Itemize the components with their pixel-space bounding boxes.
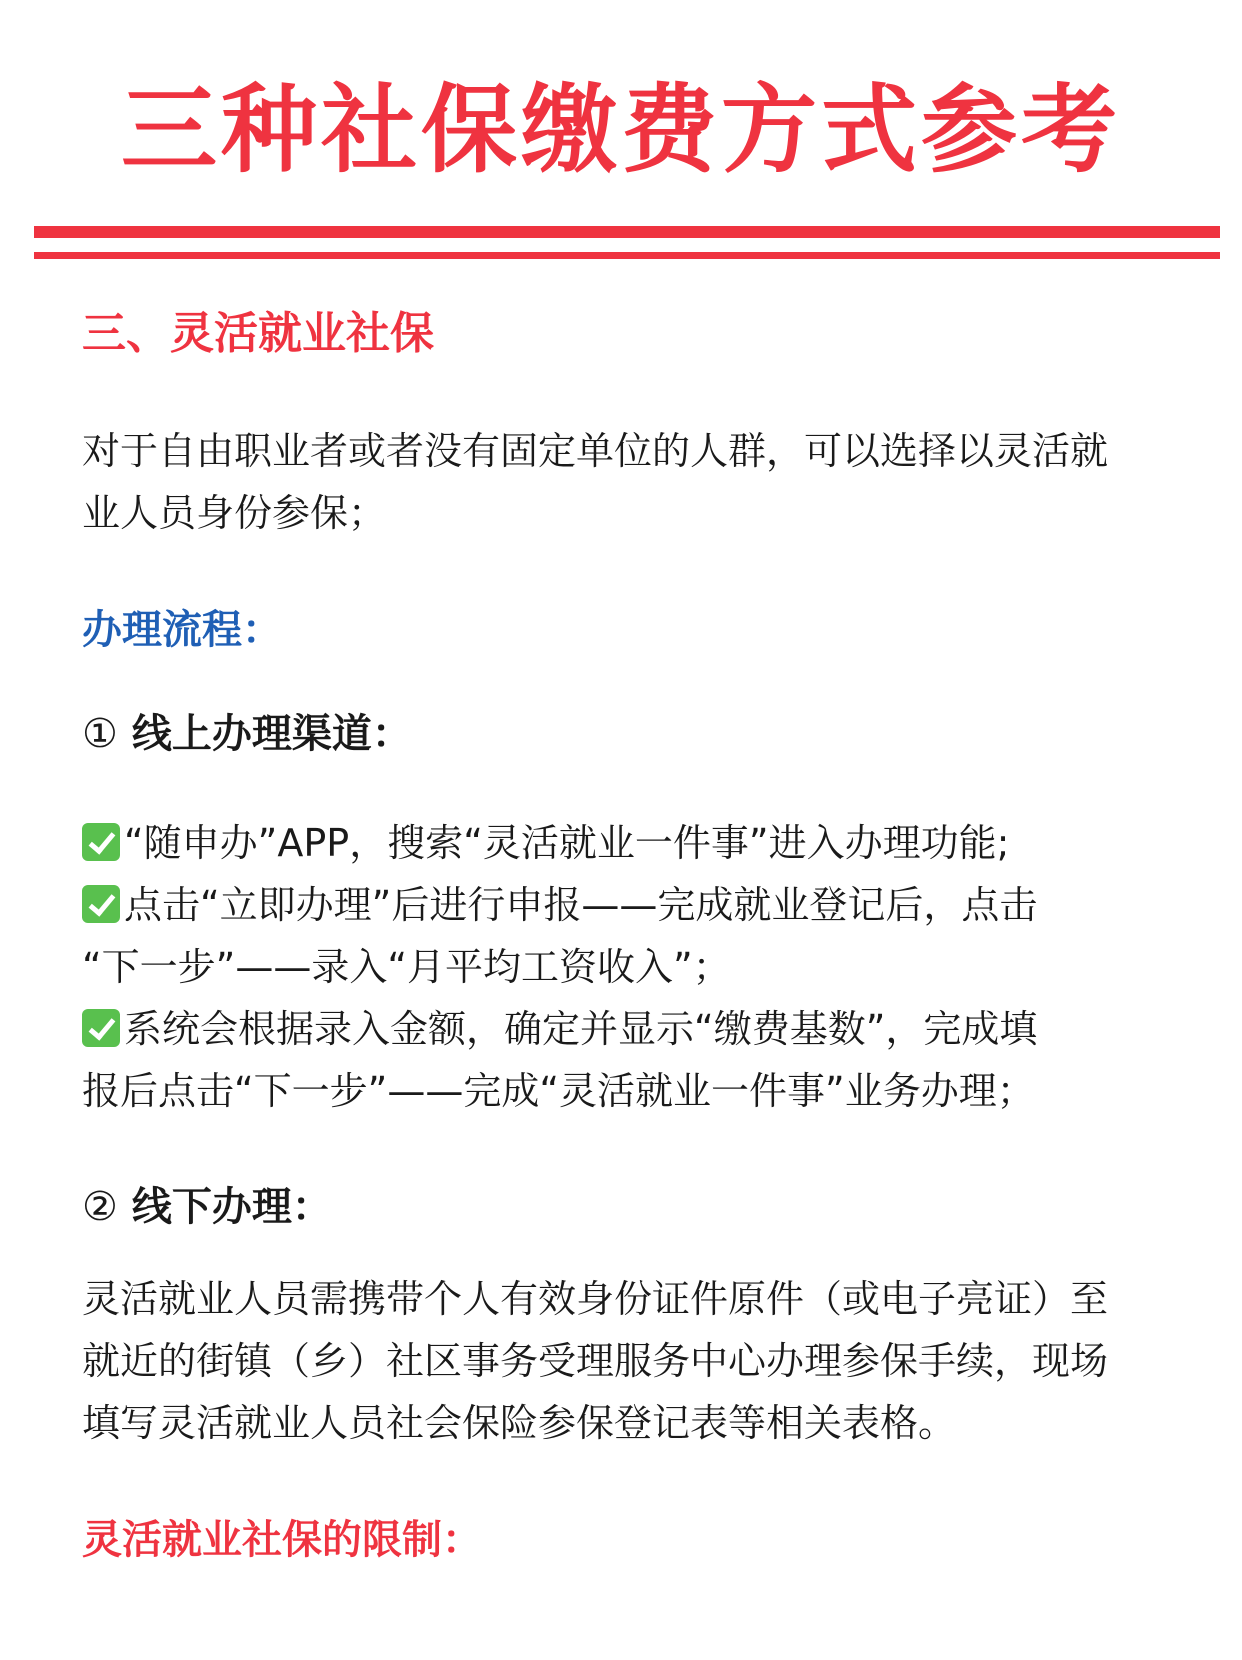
step-text: 点击“立即办理”后进行申报——完成就业登记后，点击 [124,883,1038,927]
online-steps [82,812,1182,1122]
title-divider-thick [34,226,1220,238]
check-icon [82,1009,120,1047]
title-divider-thin [34,252,1220,259]
check-icon [82,823,120,861]
circled-number-two: ② [82,1184,118,1230]
circled-number-one: ① [82,711,118,757]
offline-paragraph [82,1268,1182,1454]
limits-heading: 灵活就业社保的限制： [82,1517,482,1563]
offline-heading [82,1177,1182,1237]
step-continuation: 报后点击“下一步”——完成“灵活就业一件事”业务办理； [82,1069,1035,1113]
intro-line: 对于自由职业者或者没有固定单位的人群，可以选择以灵活就 [82,429,1109,473]
offline-line: 就近的街镇（乡）社区事务受理服务中心办理参保手续，现场 [82,1339,1109,1383]
step-item [82,812,1182,874]
step-text: 系统会根据录入金额，确定并显示“缴费基数”，完成填 [124,1007,1038,1051]
offline-line: 填写灵活就业人员社会保险参保登记表等相关表格。 [82,1401,957,1445]
check-icon [82,885,120,923]
intro-line: 业人员身份参保； [82,491,387,535]
page-title: 三种社保缴费方式参考 [121,74,1121,186]
process-heading: 办理流程： [82,607,282,653]
section-heading: 三、灵活就业社保 [82,308,434,359]
intro-paragraph [82,420,1182,544]
step-text: “随申办”APP，搜索“灵活就业一件事”进入办理功能; [124,821,1010,865]
step-item [82,874,1182,936]
online-channel-heading [82,704,1182,764]
offline-line: 灵活就业人员需携带个人有效身份证件原件（或电子亮证）至 [82,1277,1109,1321]
step-continuation: “下一步”——录入“月平均工资收入”； [82,945,731,989]
online-channel-heading-text: 线上办理渠道： [131,711,412,757]
offline-heading-text: 线下办理： [131,1184,332,1230]
step-item [82,998,1182,1060]
